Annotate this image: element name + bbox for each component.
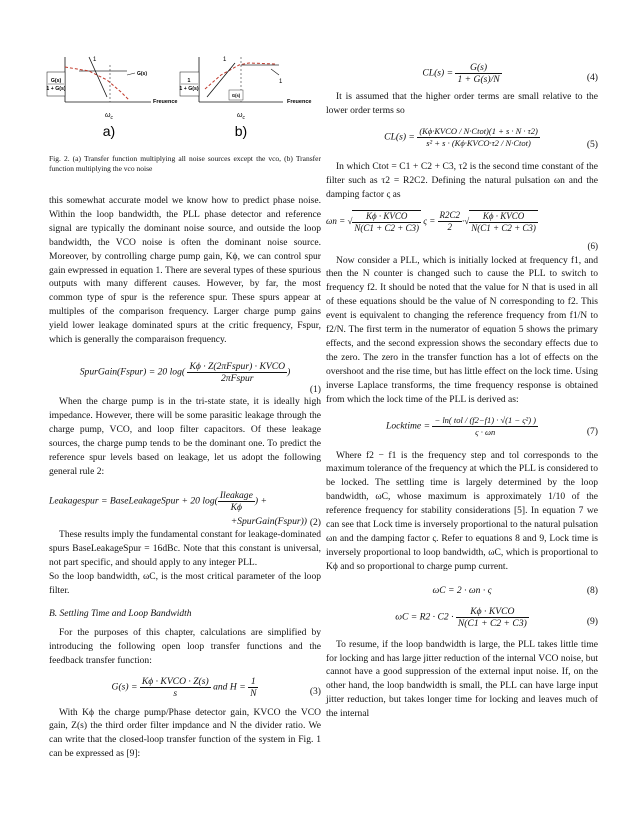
one-label-b-top: 1	[223, 57, 227, 63]
panel-label-b: b)	[234, 123, 248, 139]
y-label-den-a: 1 + G(s)	[46, 86, 66, 92]
right-paragraph-5: To resume, if the loop bandwidth is large, the PLL takes little time for locking and has large jitter reduction of the internal VCO noise, but cannot have a good suppression of the external input noise. If, on the other hand, the loop bandwidth is small, the PLL can have large input jitter reduction, but takes longer time for locking and leaves much of the internal	[326, 638, 598, 720]
equation-1-number: (1)	[309, 383, 321, 395]
tangent-a	[89, 57, 107, 97]
left-paragraph-2: When the charge pump is in the tri-state state, it is ideally high impedance. However, there will be some parasitic leakage through the charge pump, VCO, and loop filter capacitors. Of these leakage sources, the charge pump tends to be the dominant one. To predict the reference spur levels based on leakage, let us adopt the following general rule 2:	[49, 395, 321, 477]
one-label-b: 1	[279, 79, 283, 85]
curve-pointer-b	[271, 69, 279, 75]
curve-b	[205, 63, 275, 89]
equation-4-number: (4)	[586, 72, 598, 83]
right-paragraph-3: Now consider a PLL, which is initially locked at frequency f1, and then the N counter is changed such to cause the PLL to switch to frequency f2. It should be noted that the value for N that is used in all of these equations should be the value of N corresponding to f2. This event is equivalent to changing the reference frequency from f1/N to f2/N. The first term in the numerator of equation 5 shows the primary effects, and the second expression shows the secondary effects due to the zero. The zero in the transfer function has a lot of effects on the overshoot and the rise time, but has little effect on the lock time. Using inverse Laplace transforms, the time frequency response is obtained from which the lock time of the PLL is derived as:	[326, 254, 598, 405]
y-label-den-b: 1 + G(s)	[179, 86, 199, 92]
x-axis-label-a: Freuence	[153, 99, 178, 105]
equation-3: G(s) = $\frac{\text{Kϕ · KVCO · Z(s)}}{s}$ and H = $\frac{1}{N}$ (3)	[111, 675, 321, 699]
figure-2	[46, 47, 321, 142]
equation-2: Leakagespur = BaseLeakageSpur + 20 log( $\frac{\text{Ileakage}}{K\phi}$ ) + +SpurGain(Fspur)) (2)	[49, 490, 321, 529]
section-heading: B. Settling Time and Loop Bandwidth	[49, 608, 192, 619]
equation-8: ωC = 2 · ωn · ς (8)	[432, 584, 598, 596]
right-paragraph-4: Where f2 − f1 is the frequency step and tol corresponds to the maximum tolerance of the frequency at which the PLL is considered to be locked. The settling time is largely determined by the loop bandwidth, ωC, whose maximum is approximately 1/10 of the reference frequency for stability considerations [5]. In equation 7 we can see that Lock time is inversely proportional to the natural pulsation ωn and the damping factor ς. Refer to equations 8 and 9, Lock time is inversely proportional to loop bandwidth, ωC, which is proportional to Kϕ and so proportional to charge pump current.	[326, 449, 598, 572]
curve-a	[65, 67, 129, 100]
one-label-a: 1	[93, 57, 97, 63]
left-paragraph-5: For the purposes of this chapter, calculations are simplified by introducing the following open loop transfer functions and the feedback transfer function:	[49, 626, 321, 666]
equation-4: CL(s) = $\frac{G(s)}{1 + G(s)/N}$ (4)	[422, 62, 598, 85]
equation-7: Locktime = $\frac{\text{− ln( tol / (f2−f1) · √(1 − ς²) )}}{\varsigma \cdot \omega n}$ (7)	[386, 414, 598, 437]
curve-pointer-a	[127, 73, 135, 75]
equation-5-number: (5)	[586, 138, 598, 150]
y-label-num-b: 1	[187, 78, 191, 84]
y-label-num-a: G(s)	[50, 78, 62, 84]
equation-6: ωn = √ $\frac{\text{Kϕ · KVCO}}{N(C1 + C2 + C3)}$ ς = $\frac{R2C2}{2}$ ·√ $\frac{\text{Kϕ · KVCO}}{N(C1 + C2 + C3)}$ (6)	[326, 210, 598, 251]
corner-label-a: $\omega_c$	[105, 112, 113, 121]
equation-9-number: (9)	[586, 615, 598, 627]
equation-1: SpurGain(Fspur) = 20 log( $\frac{\text{Kϕ · Z(2πFspur) · KVCO}}{\text{2πFspur}}$ ) (1)	[79, 360, 321, 395]
left-paragraph-6: With Kϕ the charge pump/Phase detector gain, KVCO the VCO gain, Z(s) the third order filter impdance and N the divider ratio. We can write that the closed-loop transfer function of the system in Fig. 1 can be expressed as [9]:	[49, 706, 321, 760]
right-paragraph-2: In which Ctot = C1 + C2 + C3, τ2 is the second time constant of the filter such as τ2 = R2C2. Defining the natural pulsation ωn and the damping factor ς as	[326, 160, 598, 200]
equation-8-number: (8)	[586, 584, 598, 596]
corner-label-b: $\omega_c$	[237, 112, 245, 121]
right-paragraph-1: It is assumed that the higher order terms are small relative to the lower order terms so	[326, 91, 598, 116]
figure-caption: Fig. 2. (a) Transfer function multiplying all noise sources except the vco, (b) Transfer function multiplying the vco noise	[49, 154, 321, 173]
equation-7-number: (7)	[586, 425, 598, 437]
left-paragraph-4: So the loop bandwidth, ωC, is the most critical parameter of the loop filter.	[49, 571, 321, 597]
left-paragraph-3: These results imply the fundamental constant for leakage-dominated spurs BaseLeakageSpur = 16dBc. Note that this constant is universal, not part specific, and should apply to any integer PLL.	[49, 529, 321, 569]
x-axis-label-b: Freuence	[287, 99, 312, 105]
curve-label-b: G(s)	[231, 93, 241, 98]
curve-label-a: G(s)	[137, 71, 147, 77]
equation-9: ωC = R2 · C2 · $\frac{\text{Kϕ · KVCO}}{N(C1 + C2 + C3)}$ (9)	[395, 605, 598, 629]
equation-3-number: (3)	[309, 685, 321, 697]
equation-6-number: (6)	[587, 240, 598, 251]
left-paragraph-1: this somewhat accurate model we know how to predict phase noise. Within the loop bandwidth, the PLL phase detector and reference signal are typically the dominant noise source, and outside the loop bandwidth, the VCO noise is often the dominant noise source. Moreover, by controlling charge pump gain, Kϕ, we can control spur gain ewpressed in equation 1. There are several types of these spurious outputs with many different causes. However, by far, the most common type of spur is the reference spur. These spurs appear at multiples of the comparison frequency. Larger charge pump gains yield lower leakage dominated spurs at the critic frequency, Fspur, which is generally the comparaison frequency.	[49, 195, 321, 346]
equation-5: CL(s) = $\frac{\text{(Kϕ·KVCO / N·Ctot)(1 + s · N · τ2)}}{\text{s² + s · (Kϕ·KVCO·τ2 / N·Ctot)}}$ (5)	[384, 125, 598, 150]
figure-panel-a	[46, 57, 177, 139]
figure-panel-b	[179, 57, 311, 139]
equation-2-number: (2)	[309, 517, 321, 529]
panel-label-a: a)	[102, 123, 116, 139]
